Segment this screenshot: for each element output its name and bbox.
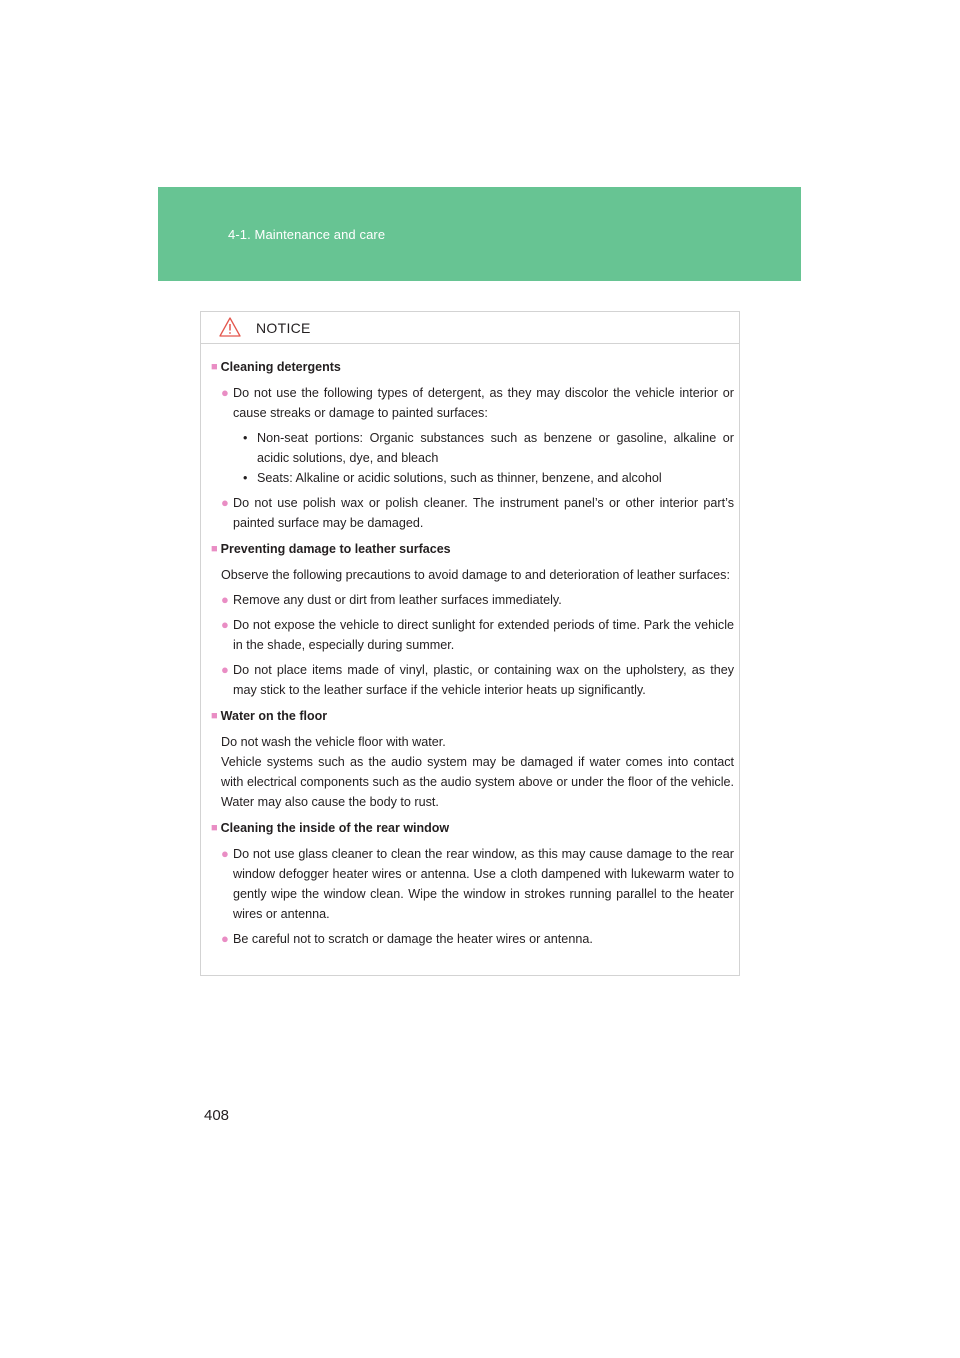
square-bullet-icon: ■	[211, 543, 218, 555]
paragraph: Do not wash the vehicle floor with water.	[221, 735, 446, 749]
square-bullet-icon: ■	[211, 361, 218, 373]
list-item: ● Do not use the following types of detergent, as they may discolor the vehicle interior or cause streaks or damage to painted surfaces:	[221, 385, 734, 420]
circle-bullet-icon: ●	[221, 662, 229, 677]
topic-rear-window	[211, 818, 734, 949]
notice-label: NOTICE	[256, 320, 311, 336]
circle-bullet-icon: ●	[221, 931, 229, 946]
square-bullet-icon: ■	[211, 822, 218, 834]
topic-heading: Water on the floor	[220, 709, 328, 723]
list-item: ● Do not use glass cleaner to clean the rear window, as this may cause damage to the rear window defogger heater wires or antenna. Use a cloth dampened with lukewarm water to gently wipe the window clean. Wipe the window in strokes running parallel to the heater wires or antenna.	[221, 846, 734, 921]
notice-body	[201, 344, 739, 949]
topic-leather-surfaces	[211, 539, 734, 700]
list-item: ● Do not use polish wax or polish cleaner. The instrument panel’s or other interior part’s painted surface may be damaged.	[221, 495, 734, 530]
list-item: ● Remove any dust or dirt from leather surfaces immediately.	[211, 590, 734, 610]
square-bullet-icon: ■	[211, 710, 218, 722]
dot-bullet-icon: •	[243, 471, 248, 485]
topic-heading: Cleaning detergents	[220, 360, 341, 374]
topic-heading: Preventing damage to leather surfaces	[220, 542, 451, 556]
section-header-band	[158, 187, 801, 281]
paragraph: Vehicle systems such as the audio system may be damaged if water comes into contact with electrical components such as the audio system above or under the floor of the vehicle. Water may also cause the body to rust.	[221, 755, 734, 809]
dot-bullet-icon: •	[243, 431, 248, 445]
sub-list-item: • Non-seat portions: Organic substances such as benzene or gasoline, alkaline or acidic solutions, dye, and bleach	[211, 428, 734, 468]
circle-bullet-icon: ●	[221, 846, 229, 861]
section-title: 4-1. Maintenance and care	[228, 227, 386, 242]
notice-box	[200, 311, 740, 976]
list-item: ● Do not expose the vehicle to direct sunlight for extended periods of time. Park the vehicle in the shade, especially during summer.	[221, 617, 734, 652]
paragraph: Observe the following precautions to avoid damage to and deterioration of leather surfaces:	[221, 568, 730, 582]
circle-bullet-icon: ●	[221, 495, 229, 510]
list-item: ● Be careful not to scratch or damage the heater wires or antenna.	[211, 929, 734, 949]
circle-bullet-icon: ●	[221, 617, 229, 632]
warning-triangle-icon	[219, 317, 241, 337]
topic-cleaning-detergents	[211, 357, 734, 533]
circle-bullet-icon: ●	[221, 385, 229, 400]
notice-header	[201, 312, 739, 344]
sub-list-item: • Seats: Alkaline or acidic solutions, such as thinner, benzene, and alcohol	[211, 468, 734, 488]
list-item: ● Do not place items made of vinyl, plastic, or containing wax on the upholstery, as they may stick to the leather surface if the vehicle interior heats up significantly.	[221, 662, 734, 697]
circle-bullet-icon: ●	[221, 592, 229, 607]
topic-heading: Cleaning the inside of the rear window	[220, 821, 450, 835]
topic-water-on-floor	[211, 706, 734, 812]
page-number: 408	[204, 1107, 230, 1124]
